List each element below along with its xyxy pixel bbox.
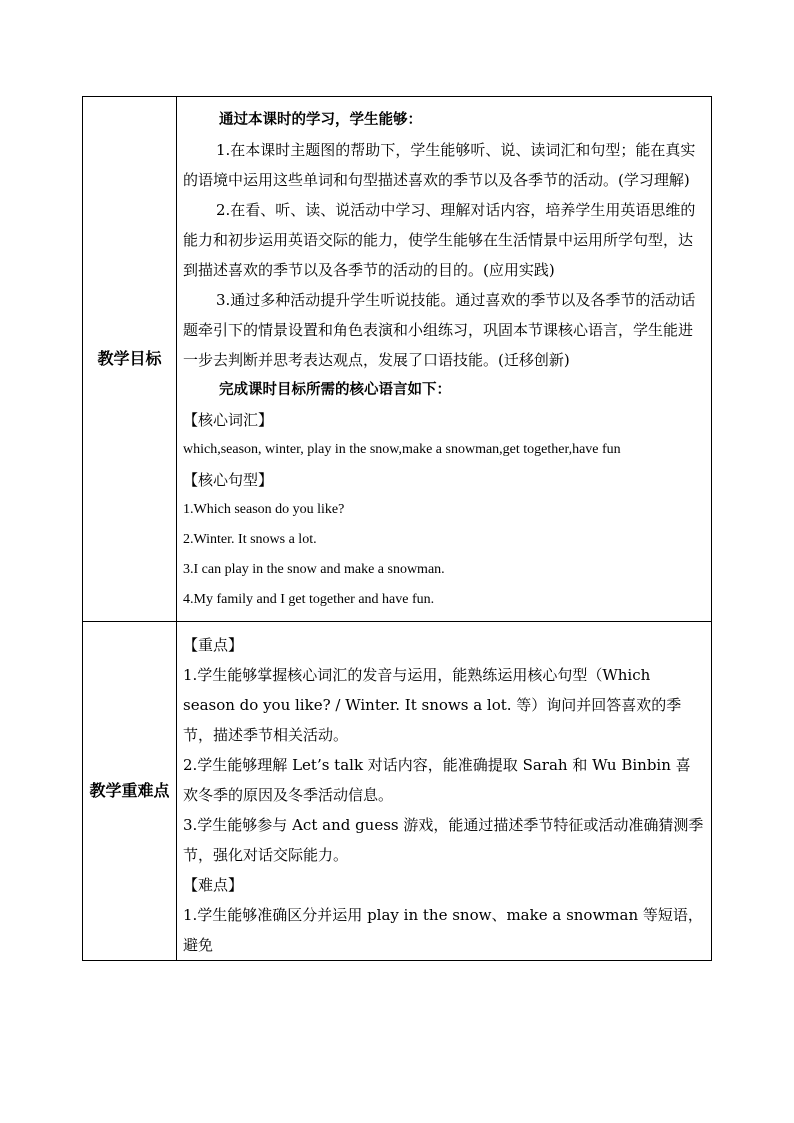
objectives-label: 教学目标 [83, 97, 177, 622]
core-language-heading: 完成课时目标所需的核心语言如下： [219, 382, 451, 398]
objectives-intro: 通过本课时的学习，学生能够： [219, 112, 422, 128]
objective-point-2: 2.在看、听、读、说活动中学习、理解对话内容，培养学生用英语思维的能力和初步运用英语交际的能力，使学生能够在生活情景中运用所学句型，达到描述喜欢的季节以及各季节的活动的目的。(应用实践) [183, 201, 696, 279]
core-sentence-4: 4.My family and I get together and have fun. [183, 592, 435, 607]
core-sentence-3: 3.I can play in the snow and make a snowman. [183, 562, 445, 577]
key-label: 【重点】 [183, 636, 244, 654]
objective-point-1: 1.在本课时主题图的帮助下，学生能够听、说、读词汇和句型；能在真实的语境中运用这些单词和句型描述喜欢的季节以及各季节的活动。(学习理解) [183, 141, 696, 189]
core-vocab-label: 【核心词汇】 [183, 411, 274, 429]
core-sentence-label: 【核心句型】 [183, 471, 274, 489]
objective-point-3: 3.通过多种活动提升学生听说技能。通过喜欢的季节以及各季节的活动话题牵引下的情景设置和角色表演和小组练习，巩固本节课核心语言，学生能进一步去判断并思考表达观点，发展了口语技能。(迁移创新) [183, 291, 696, 369]
core-sentence-2: 2.Winter. It snows a lot. [183, 532, 317, 547]
objectives-content [177, 97, 712, 622]
key-item-3: 3.学生能够参与 Act and guess 游戏，能通过描述季节特征或活动准确猜测季节，强化对话交际能力。 [183, 816, 704, 864]
key-item-1: 1.学生能够掌握核心词汇的发音与运用，能熟练运用核心句型（Which season do you like? / Winter. It snows a lot. 等）询问并回答喜欢的季节，描述季节相关活动。 [183, 666, 682, 744]
keypoints-content [177, 622, 712, 961]
core-sentence-1: 1.Which season do you like? [183, 502, 345, 517]
difficulty-label: 【难点】 [183, 876, 244, 894]
difficulty-item-1: 1.学生能够准确区分并运用 play in the snow、make a snowman 等短语，避免 [183, 906, 703, 954]
objectives-row [83, 97, 712, 622]
key-item-2: 2.学生能够理解 Let’s talk 对话内容，能准确提取 Sarah 和 Wu Binbin 喜欢冬季的原因及冬季活动信息。 [183, 756, 691, 804]
lesson-plan-table [82, 96, 712, 961]
core-vocab-list: which,season, winter, play in the snow,make a snowman,get together,have fun [183, 442, 621, 457]
keypoints-label: 教学重难点 [83, 622, 177, 961]
keypoints-row [83, 622, 712, 961]
